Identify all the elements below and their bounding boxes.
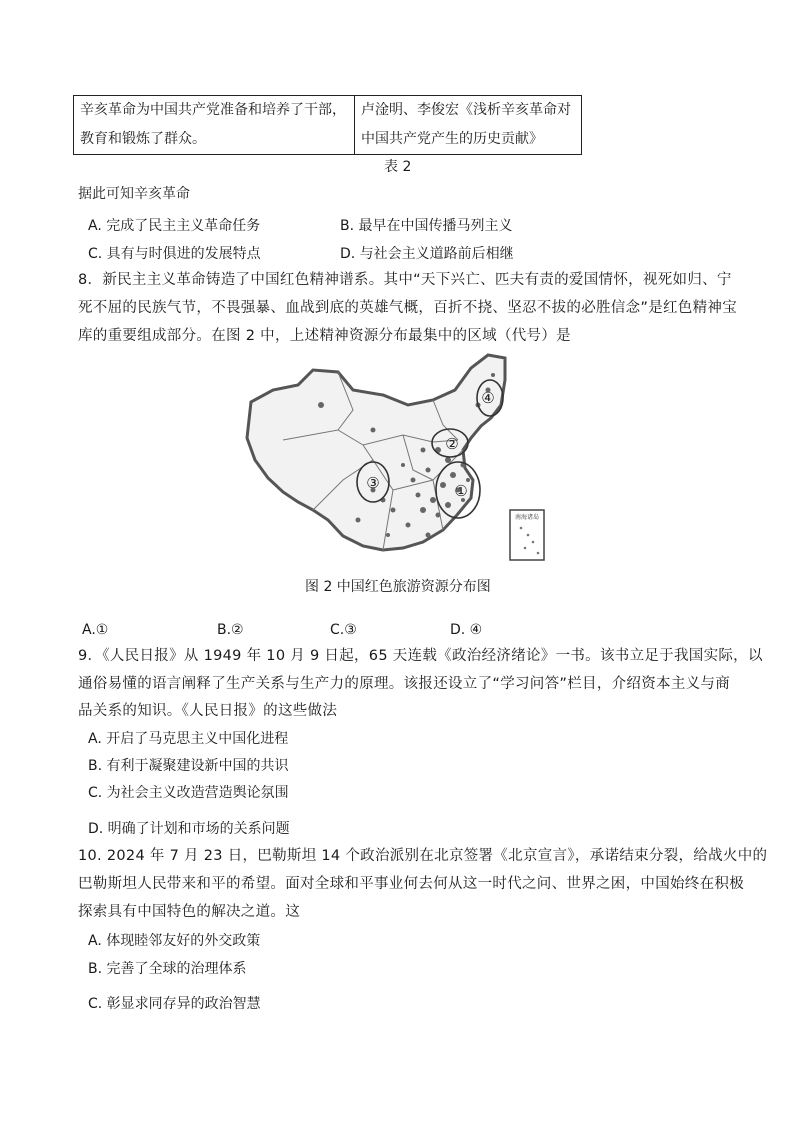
question-10-line: 10. 2024 年 7 月 23 日，巴勒斯坦 14 个政治派别在北京签署《北京宣言》，承诺结束分裂，给战火中的 (78, 848, 768, 864)
region-2-marker: ② (445, 435, 459, 453)
table-cell-line: 教育和锻炼了群众。 (80, 131, 206, 147)
region-3-marker: ③ (366, 474, 380, 492)
question-9-line: 9．《人民日报》从 1949 年 10 月 9 日起，65 天连载《政治经济绪论》一书。该书立足于我国实际，以 (78, 648, 763, 664)
question-9-line: 品关系的知识。《人民日报》的这些做法 (78, 703, 338, 719)
table-cell-source (355, 96, 582, 155)
option-a: A. 完成了民主主义革命任务 (88, 218, 261, 234)
country-outline (247, 355, 505, 550)
option-b: B. 最早在中国传播马列主义 (340, 218, 513, 234)
option-a: A. 开启了马克思主义中国化进程 (88, 731, 289, 747)
option-a: A.① (82, 622, 109, 638)
option-b: B. 完善了全球的治理体系 (88, 961, 247, 977)
inset-label: 南海诸岛 (514, 514, 540, 521)
table-cell-line: 中国共产党产生的历史贡献》 (361, 131, 543, 147)
option-d: D. 与社会主义道路前后相继 (340, 246, 514, 262)
table-caption: 表 2 (384, 159, 412, 175)
option-c: C. 为社会主义改造营造舆论氛围 (88, 785, 289, 801)
map-caption: 图 2 中国红色旅游资源分布图 (305, 579, 491, 595)
table-cell-content (74, 96, 355, 155)
option-c: C.③ (330, 622, 357, 638)
option-b: B. 有利于凝聚建设新中国的共识 (88, 758, 289, 774)
option-a: A. 体现睦邻友好的外交政策 (88, 933, 261, 949)
region-1-marker: ① (454, 482, 468, 500)
question-stem: 据此可知辛亥革命 (78, 186, 190, 202)
question-8-line: 死不屈的民族气节，不畏强暴、血战到底的英雄气概，百折不挠、坚忍不拔的必胜信念”是红色精神宝 (78, 300, 738, 316)
question-8-line: 8．新民主主义革命铸造了中国红色精神谱系。其中“天下兴亡、匹夫有责的爱国情怀，视死如归、宁 (78, 272, 732, 288)
china-red-tourism-map (243, 350, 553, 575)
question-10-line: 探索具有中国特色的解决之道。这 (78, 904, 300, 920)
option-b: B.② (217, 622, 244, 638)
question-9-line: 通俗易懂的语言阐释了生产关系与生产力的原理。该报还设立了“学习问答”栏目，介绍资本主义与商 (78, 676, 731, 692)
table-cell-line: 卢淦明、李俊宏《浅析辛亥革命对 (361, 102, 571, 118)
option-d: D. 明确了计划和市场的关系问题 (88, 821, 290, 837)
question-8-line: 库的重要组成部分。在图 2 中，上述精神资源分布最集中的区域（代号）是 (78, 328, 571, 344)
region-4-marker: ④ (481, 389, 495, 407)
option-c: C. 彰显求同存异的政治智慧 (88, 996, 261, 1012)
source-table (73, 95, 582, 155)
option-c: C. 具有与时俱进的发展特点 (88, 246, 261, 262)
table-cell-line: 辛亥革命为中国共产党准备和培养了干部， (80, 102, 346, 118)
option-d: D. ④ (450, 622, 483, 638)
question-10-line: 巴勒斯坦人民带来和平的希望。面对全球和平事业何去何从这一时代之问、世界之困，中国始终在积极 (78, 876, 744, 892)
